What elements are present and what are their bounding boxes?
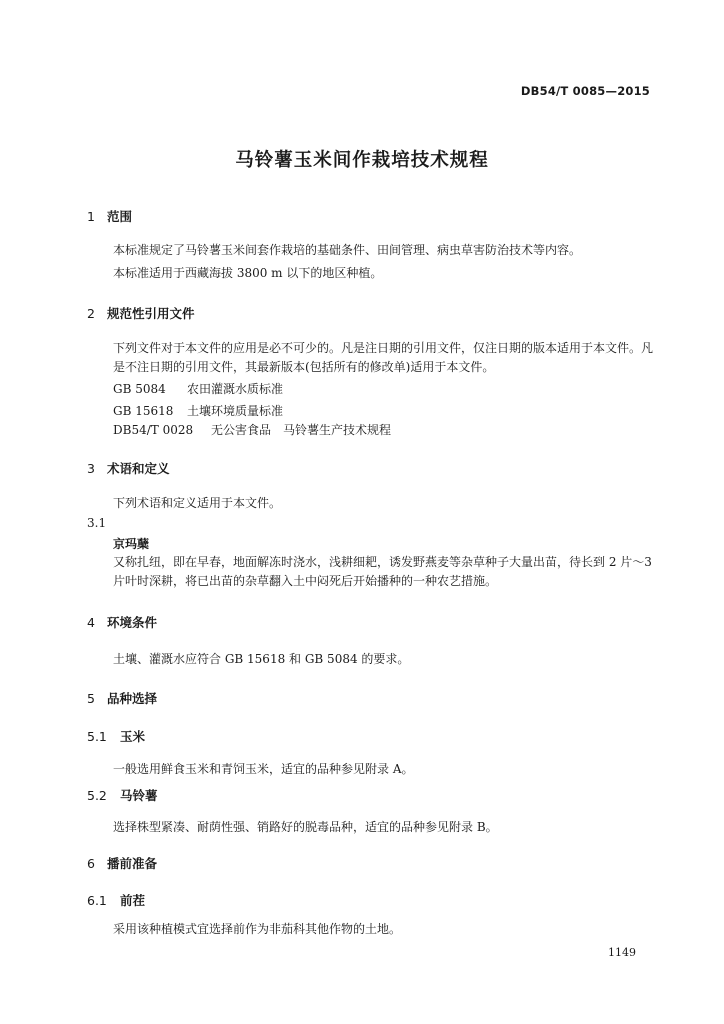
- section-number: 4: [87, 615, 95, 630]
- potato-variety-paragraph: 选择株型紧凑、耐荫性强、销路好的脱毒品种，适宜的品种参见附录 B。: [113, 820, 498, 834]
- terms-intro-paragraph: 下列术语和定义适用于本文件。: [113, 496, 282, 510]
- subsection-title: 马铃薯: [120, 788, 158, 803]
- section-4-heading: [87, 613, 157, 631]
- section-title: 播前准备: [107, 856, 158, 871]
- section-number: 2: [87, 306, 95, 321]
- normative-references-paragraph: [87, 339, 653, 377]
- section-3-heading: [87, 459, 170, 477]
- document-title: 马铃薯玉米间作栽培技术规程: [235, 150, 489, 171]
- section-2-heading: [87, 304, 195, 322]
- paragraph-text: 又称扎纽，即在早春，地面解冻时浇水，浅耕细耙，诱发野燕麦等杂草种子大量出苗，待长到 2 片～3 片叶时深耕，将已出苗的杂草翻入土中闷死后开始播种的一种农艺措施。: [113, 555, 652, 588]
- section-title: 范围: [107, 209, 133, 224]
- previous-crop-paragraph: 采用该种植模式宜选择前作为非茄科其他作物的土地。: [113, 922, 402, 936]
- scope-paragraph-2: 本标准适用于西藏海拔 3800 m 以下的地区种植。: [113, 266, 383, 280]
- reference-name: 无公害食品 马铃薯生产技术规程: [211, 423, 392, 437]
- reference-item: [113, 421, 391, 438]
- section-6-heading: [87, 854, 157, 872]
- section-number: 6: [87, 856, 95, 871]
- subsection-number: 5.2: [87, 788, 107, 803]
- subsection-number: 5.1: [87, 729, 107, 744]
- subsection-5-2-heading: [87, 786, 158, 804]
- reference-code: DB54/T 0028: [113, 423, 194, 437]
- subsection-title: 前茬: [120, 893, 146, 908]
- reference-item: [113, 402, 283, 419]
- environment-paragraph: 土壤、灌溉水应符合 GB 15618 和 GB 5084 的要求。: [113, 652, 410, 666]
- page-number: 1149: [608, 946, 636, 959]
- section-number: 1: [87, 209, 95, 224]
- section-number: 3: [87, 461, 95, 476]
- reference-code: GB 15618: [113, 404, 174, 418]
- section-5-heading: [87, 689, 157, 707]
- subsection-number: 6.1: [87, 893, 107, 908]
- section-1-heading: [87, 207, 132, 225]
- section-title: 环境条件: [107, 615, 158, 630]
- subsection-title: 玉米: [120, 729, 146, 744]
- section-title: 规范性引用文件: [107, 306, 195, 321]
- subsection-6-1-heading: [87, 891, 145, 909]
- section-number: 5: [87, 691, 95, 706]
- reference-code: GB 5084: [113, 382, 166, 396]
- maize-variety-paragraph: 一般选用鲜食玉米和青饲玉米，适宜的品种参见附录 A。: [113, 762, 414, 776]
- reference-name: 农田灌溉水质标准: [187, 382, 284, 396]
- term-definition: [87, 553, 653, 591]
- scope-paragraph-1: 本标准规定了马铃薯玉米间套作栽培的基础条件、田间管理、病虫草害防治技术等内容。: [113, 243, 582, 257]
- document-code: DB54/T 0085—2015: [520, 84, 650, 98]
- reference-item: [113, 380, 283, 397]
- term-name: 京玛蘖: [113, 537, 150, 551]
- paragraph-text: 下列文件对于本文件的应用是必不可少的。凡是注日期的引用文件，仅注日期的版本适用于本文件。凡是不注日期的引用文件，其最新版本(包括所有的修改单)适用于本文件。: [113, 341, 654, 374]
- section-title: 术语和定义: [107, 461, 170, 476]
- clause-number: 3.1: [87, 516, 107, 530]
- subsection-5-1-heading: [87, 727, 145, 745]
- reference-name: 土壤环境质量标准: [187, 404, 284, 418]
- section-title: 品种选择: [107, 691, 158, 706]
